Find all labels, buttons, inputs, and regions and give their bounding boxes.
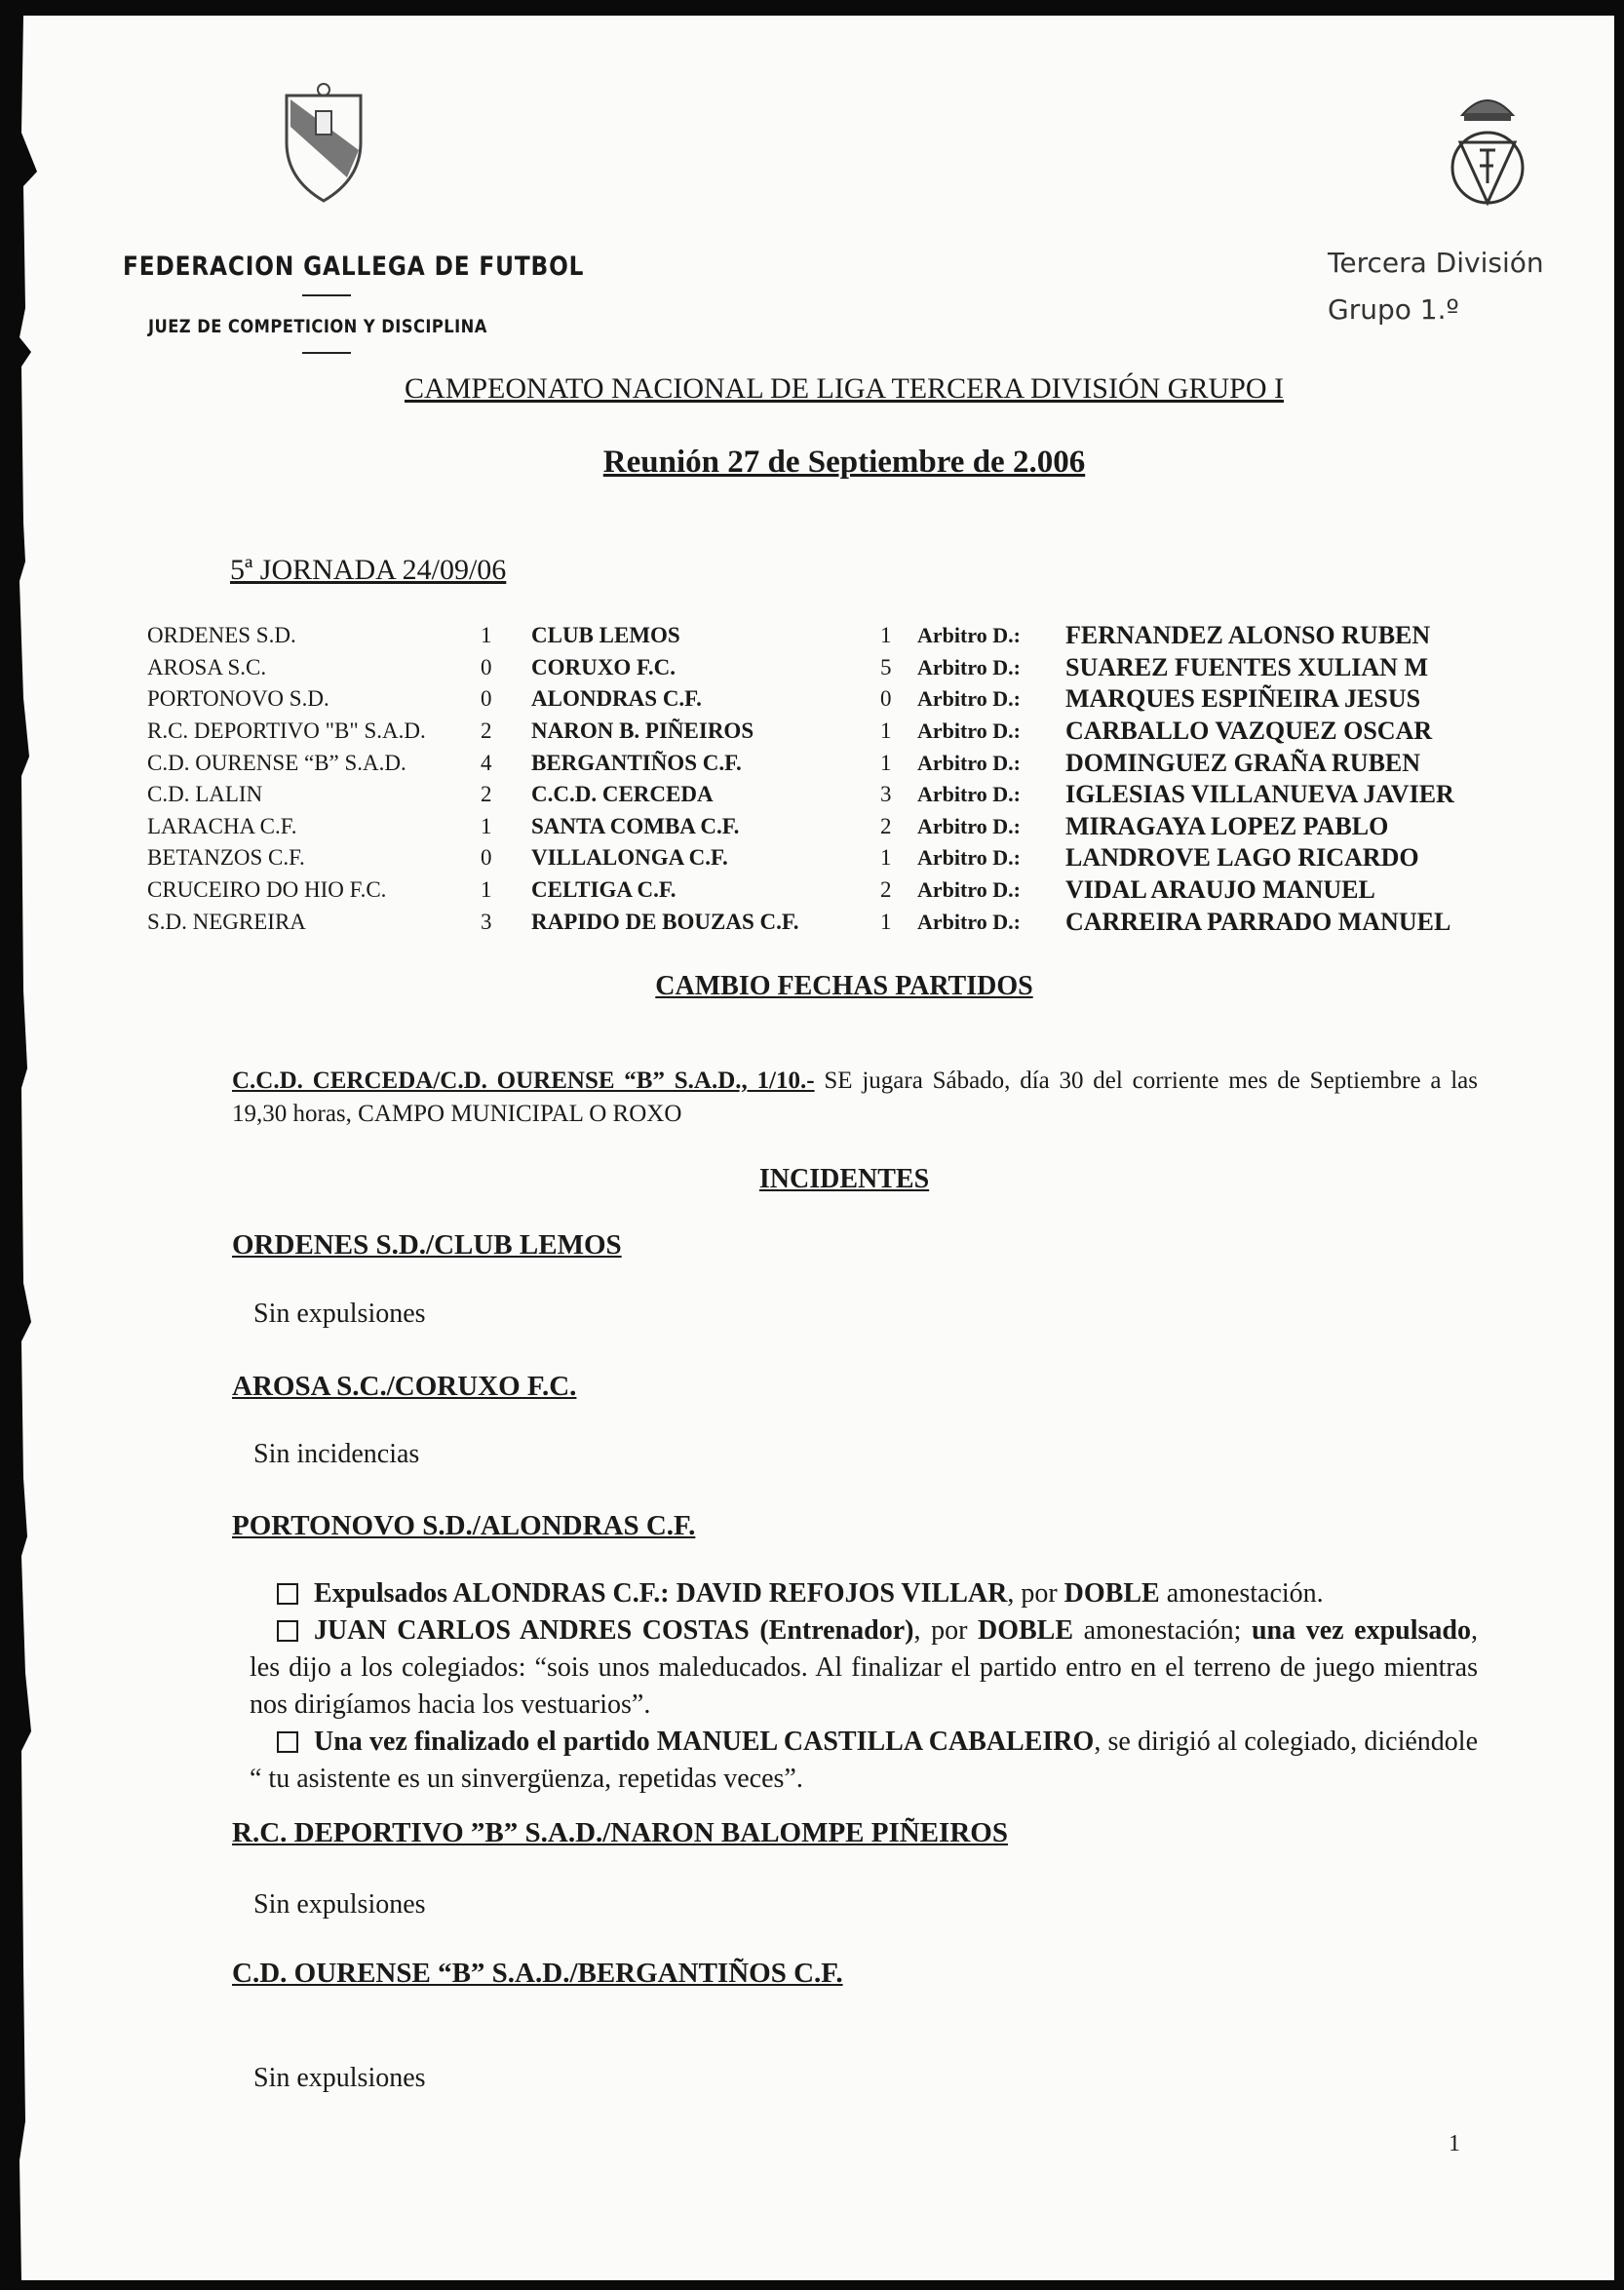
date-changes-heading: CAMBIO FECHAS PARTIDOS bbox=[655, 971, 1033, 1001]
home-score: 1 bbox=[481, 813, 492, 838]
home-score: 1 bbox=[481, 623, 492, 648]
result-row bbox=[147, 842, 1454, 874]
match-note: Sin expulsiones bbox=[253, 1889, 426, 1920]
referee-label: Arbitro D.: bbox=[917, 718, 1021, 744]
home-team: C.D. LALIN bbox=[147, 782, 263, 807]
away-score: 1 bbox=[880, 750, 892, 775]
match-note: Sin incidencias bbox=[253, 1439, 420, 1469]
division-label bbox=[1328, 240, 1544, 333]
divider bbox=[302, 352, 351, 354]
away-score: 1 bbox=[880, 845, 892, 871]
away-team: CORUXO F.C. bbox=[531, 654, 677, 679]
away-team: ALONDRAS C.F. bbox=[531, 686, 702, 712]
home-score: 3 bbox=[481, 909, 492, 934]
home-score: 0 bbox=[481, 654, 492, 679]
referee-name: CARREIRA PARRADO MANUEL bbox=[1065, 907, 1451, 936]
match-title: ORDENES S.D./CLUB LEMOS bbox=[232, 1229, 622, 1261]
result-row bbox=[147, 779, 1454, 811]
home-team: AROSA S.C. bbox=[147, 654, 267, 679]
home-score: 1 bbox=[481, 877, 492, 903]
meeting-date: Reunión 27 de Septiembre de 2.006 bbox=[602, 445, 1086, 480]
date-change-match: C.C.D. CERCEDA/C.D. OURENSE “B” S.A.D., 1/10.- bbox=[232, 1067, 815, 1094]
match-title: C.D. OURENSE “B” S.A.D./BERGANTIÑOS C.F. bbox=[232, 1958, 843, 1989]
results-table bbox=[147, 620, 1454, 938]
away-team: CLUB LEMOS bbox=[531, 623, 680, 648]
home-team: CRUCEIRO DO HIO F.C. bbox=[147, 877, 387, 903]
incident-item: Expulsados ALONDRAS C.F.: DAVID REFOJOS VILLAR, por DOBLE amonestación. bbox=[250, 1575, 1478, 1612]
referee-name: VIDAL ARAUJO MANUEL bbox=[1065, 875, 1375, 905]
away-score: 1 bbox=[880, 718, 892, 744]
referee-name: MIRAGAYA LOPEZ PABLO bbox=[1065, 811, 1389, 840]
jornada-heading: 5ª JORNADA 24/09/06 bbox=[230, 554, 507, 586]
federation-crest-icon bbox=[283, 82, 365, 205]
checkbox-bullet-icon bbox=[277, 1731, 298, 1753]
home-score: 2 bbox=[481, 782, 492, 807]
away-team: RAPIDO DE BOUZAS C.F. bbox=[531, 909, 799, 934]
result-row bbox=[147, 683, 1454, 716]
result-row bbox=[147, 716, 1454, 748]
date-change-text: SE jugara Sábado, día 30 del corriente mes de Septiembre a las 19,30 horas, CAMPO MUNICIPAL O ROXO bbox=[232, 1067, 1478, 1127]
rfef-crest-icon bbox=[1447, 86, 1528, 216]
home-team: C.D. OURENSE “B” S.A.D. bbox=[147, 750, 406, 775]
match-note: Sin expulsiones bbox=[253, 2063, 426, 2093]
home-team: ORDENES S.D. bbox=[147, 623, 296, 648]
incidents-heading: INCIDENTES bbox=[758, 1164, 930, 1194]
referee-name: LANDROVE LAGO RICARDO bbox=[1065, 843, 1419, 873]
away-score: 1 bbox=[880, 623, 892, 648]
department-name: JUEZ DE COMPETICION Y DISCIPLINA bbox=[148, 316, 487, 337]
referee-name: MARQUES ESPIÑEIRA JESUS bbox=[1065, 684, 1421, 714]
away-score: 0 bbox=[880, 686, 892, 712]
match-note: Sin expulsiones bbox=[253, 1299, 426, 1329]
checkbox-bullet-icon bbox=[277, 1583, 298, 1605]
page-number: 1 bbox=[1449, 2131, 1460, 2156]
away-score: 3 bbox=[880, 782, 892, 807]
referee-label: Arbitro D.: bbox=[917, 845, 1021, 871]
result-row bbox=[147, 906, 1454, 938]
home-score: 2 bbox=[481, 718, 492, 744]
match-title: AROSA S.C./CORUXO F.C. bbox=[232, 1371, 577, 1402]
division-line-1: Tercera División bbox=[1328, 247, 1544, 279]
result-row bbox=[147, 652, 1454, 684]
away-team: VILLALONGA C.F. bbox=[531, 845, 728, 871]
incident-list bbox=[250, 1575, 1478, 1798]
federation-name: FEDERACION GALLEGA DE FUTBOL bbox=[123, 252, 585, 282]
result-row bbox=[147, 874, 1454, 907]
home-team: R.C. DEPORTIVO "B" S.A.D. bbox=[147, 718, 426, 744]
incident-item: JUAN CARLOS ANDRES COSTAS (Entrenador), por DOBLE amonestación; una vez expulsado, les dijo a los colegiados: “sois unos maleducados. Al finalizar el partido entro en el terreno de juego mientras nos dirigíamos hacia los vestuarios”. bbox=[250, 1615, 1478, 1720]
result-row bbox=[147, 620, 1454, 652]
division-line-2: Grupo 1.º bbox=[1328, 293, 1459, 326]
home-team: PORTONOVO S.D. bbox=[147, 686, 329, 712]
referee-name: IGLESIAS VILLANUEVA JAVIER bbox=[1065, 780, 1454, 809]
away-team: BERGANTIÑOS C.F. bbox=[531, 750, 742, 775]
referee-name: SUAREZ FUENTES XULIAN M bbox=[1065, 652, 1428, 681]
referee-label: Arbitro D.: bbox=[917, 782, 1021, 807]
result-row bbox=[147, 747, 1454, 779]
divider bbox=[302, 294, 351, 296]
match-title: PORTONOVO S.D./ALONDRAS C.F. bbox=[232, 1510, 696, 1541]
torn-left-edge bbox=[16, 16, 74, 2280]
away-team: SANTA COMBA C.F. bbox=[531, 813, 740, 838]
home-score: 4 bbox=[481, 750, 492, 775]
referee-label: Arbitro D.: bbox=[917, 877, 1021, 903]
away-team: CELTIGA C.F. bbox=[531, 877, 677, 903]
home-score: 0 bbox=[481, 845, 492, 871]
match-title: R.C. DEPORTIVO ”B” S.A.D./NARON BALOMPE PIÑEIROS bbox=[232, 1817, 1008, 1848]
referee-name: FERNANDEZ ALONSO RUBEN bbox=[1065, 621, 1431, 650]
away-team: NARON B. PIÑEIROS bbox=[531, 718, 754, 744]
result-row bbox=[147, 811, 1454, 843]
referee-label: Arbitro D.: bbox=[917, 654, 1021, 679]
referee-label: Arbitro D.: bbox=[917, 813, 1021, 838]
home-score: 0 bbox=[481, 686, 492, 712]
away-score: 2 bbox=[880, 813, 892, 838]
away-team: C.C.D. CERCEDA bbox=[531, 782, 714, 807]
referee-label: Arbitro D.: bbox=[917, 909, 1021, 934]
referee-label: Arbitro D.: bbox=[917, 623, 1021, 648]
away-score: 1 bbox=[880, 909, 892, 934]
date-change-paragraph bbox=[232, 1065, 1478, 1131]
referee-label: Arbitro D.: bbox=[917, 686, 1021, 712]
away-score: 5 bbox=[880, 654, 892, 679]
referee-label: Arbitro D.: bbox=[917, 750, 1021, 775]
checkbox-bullet-icon bbox=[277, 1620, 298, 1642]
page-title: CAMPEONATO NACIONAL DE LIGA TERCERA DIVISIÓN GRUPO I bbox=[405, 372, 1284, 405]
home-team: LARACHA C.F. bbox=[147, 813, 297, 838]
away-score: 2 bbox=[880, 877, 892, 903]
referee-name: DOMINGUEZ GRAÑA RUBEN bbox=[1065, 748, 1421, 777]
referee-name: CARBALLO VAZQUEZ OSCAR bbox=[1065, 717, 1433, 746]
home-team: BETANZOS C.F. bbox=[147, 845, 305, 871]
incident-item: Una vez finalizado el partido MANUEL CASTILLA CABALEIRO, se dirigió al colegiado, diciéndole “ tu asistente es un sinvergüenza, repetidas veces”. bbox=[250, 1727, 1478, 1794]
document-page bbox=[16, 16, 1614, 2280]
home-team: S.D. NEGREIRA bbox=[147, 909, 306, 934]
